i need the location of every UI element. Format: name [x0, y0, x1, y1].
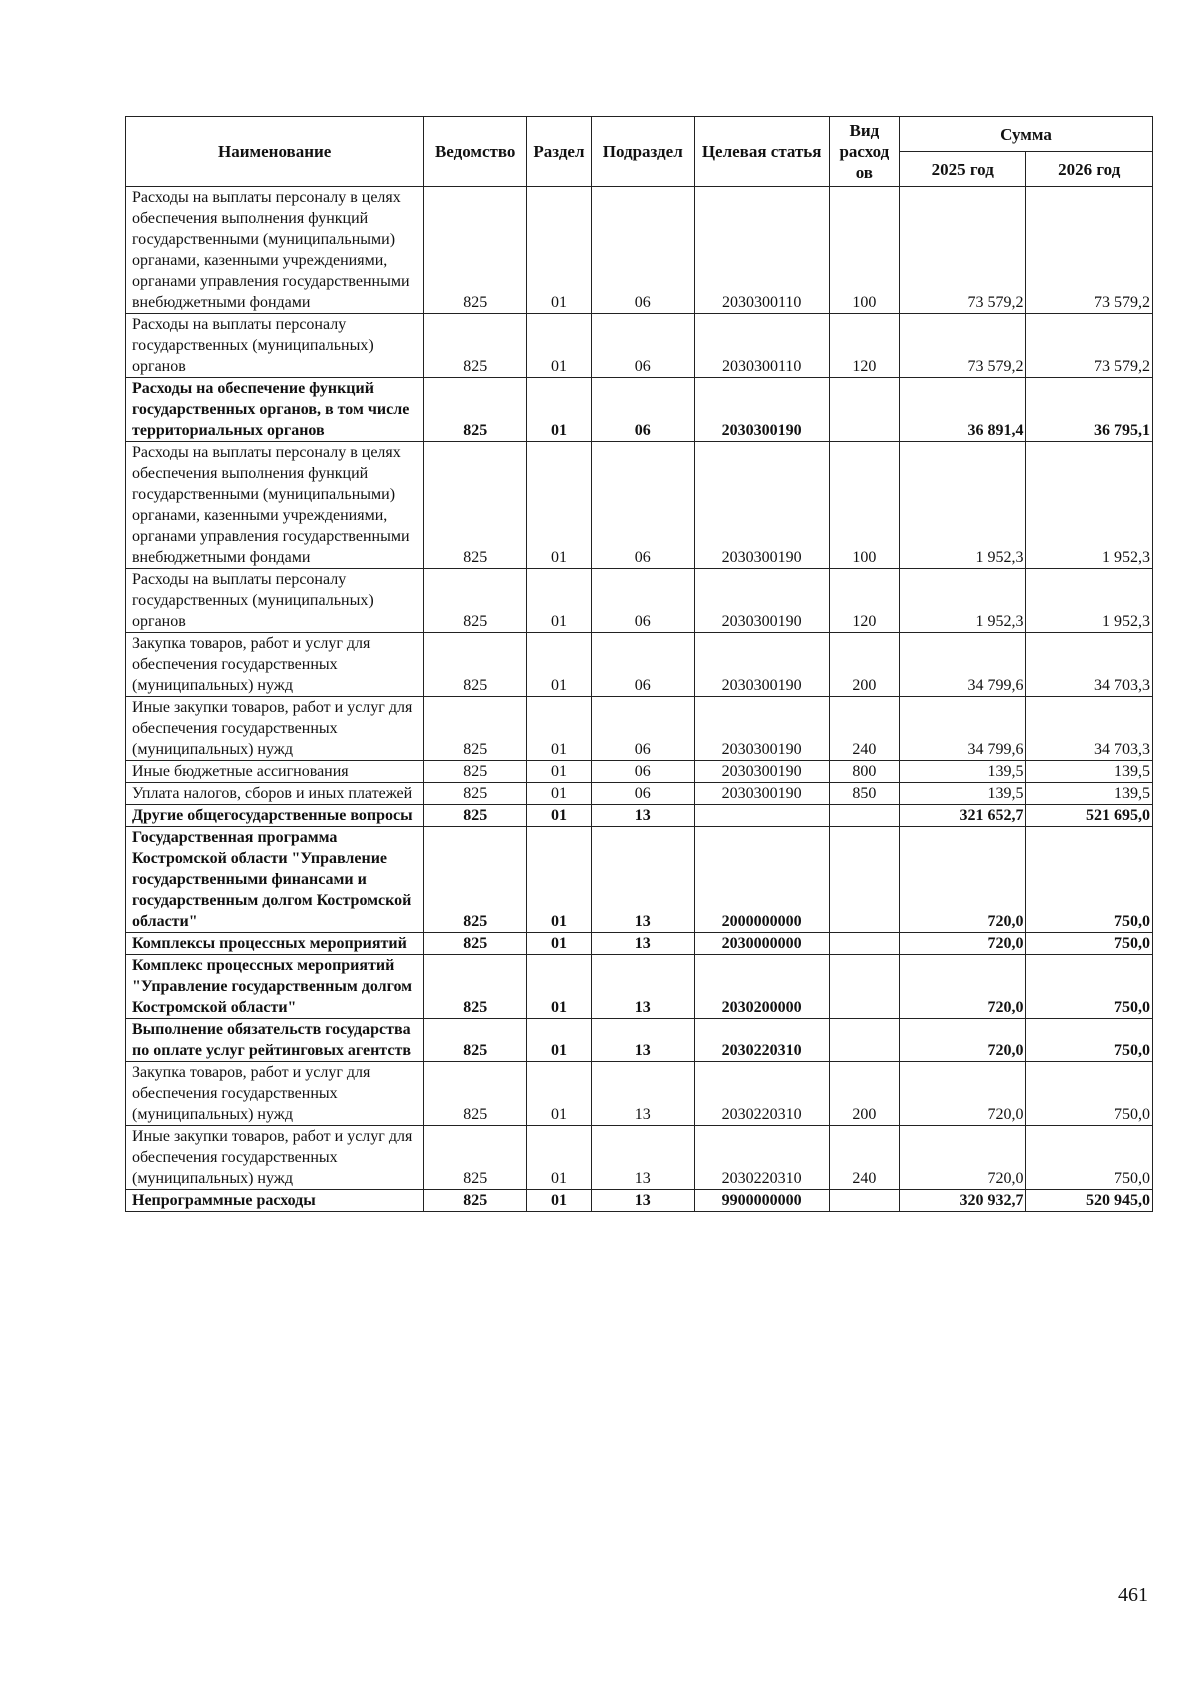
cell-kind: 100 [829, 187, 899, 314]
cell-section: 01 [527, 827, 592, 933]
cell-name: Комплекс процессных мероприятий "Управление государственным долгом Костромской области" [126, 955, 424, 1019]
cell-name: Выполнение обязательств государства по оплате услуг рейтинговых агентств [126, 1019, 424, 1062]
cell-section: 01 [527, 442, 592, 569]
cell-target: 2030300110 [694, 314, 829, 378]
cell-kind: 100 [829, 442, 899, 569]
cell-y2025: 34 799,6 [899, 633, 1025, 697]
cell-dept: 825 [424, 1019, 527, 1062]
table-row [126, 633, 1153, 697]
table-row [126, 442, 1153, 569]
cell-kind: 240 [829, 1126, 899, 1190]
cell-target: 2030300190 [694, 378, 829, 442]
cell-y2026: 750,0 [1026, 933, 1153, 955]
cell-name: Иные бюджетные ассигнования [126, 761, 424, 783]
table-header [126, 117, 1153, 187]
cell-target: 2030300190 [694, 697, 829, 761]
cell-y2026: 750,0 [1026, 827, 1153, 933]
cell-y2025: 73 579,2 [899, 187, 1025, 314]
cell-kind [829, 1190, 899, 1212]
cell-section: 01 [527, 1062, 592, 1126]
budget-table [125, 116, 1153, 1212]
header-sum: Сумма [899, 117, 1152, 152]
table-row [126, 569, 1153, 633]
cell-section: 01 [527, 783, 592, 805]
cell-dept: 825 [424, 633, 527, 697]
cell-kind [829, 827, 899, 933]
cell-subsection: 06 [591, 378, 694, 442]
cell-kind [829, 933, 899, 955]
header-kind: Вид расход ов [829, 117, 899, 187]
cell-y2025: 720,0 [899, 1126, 1025, 1190]
cell-y2026: 34 703,3 [1026, 697, 1153, 761]
cell-kind: 850 [829, 783, 899, 805]
cell-subsection: 06 [591, 761, 694, 783]
cell-dept: 825 [424, 442, 527, 569]
cell-y2025: 1 952,3 [899, 569, 1025, 633]
cell-name: Закупка товаров, работ и услуг для обеспечения государственных (муниципальных) нужд [126, 1062, 424, 1126]
cell-section: 01 [527, 697, 592, 761]
cell-y2026: 139,5 [1026, 761, 1153, 783]
cell-y2026: 520 945,0 [1026, 1190, 1153, 1212]
cell-kind [829, 805, 899, 827]
cell-dept: 825 [424, 314, 527, 378]
cell-kind [829, 1019, 899, 1062]
table-body [126, 187, 1153, 1212]
cell-y2026: 750,0 [1026, 955, 1153, 1019]
cell-dept: 825 [424, 955, 527, 1019]
cell-target [694, 805, 829, 827]
cell-target: 2030300190 [694, 442, 829, 569]
cell-y2025: 34 799,6 [899, 697, 1025, 761]
cell-y2025: 321 652,7 [899, 805, 1025, 827]
cell-dept: 825 [424, 187, 527, 314]
cell-y2026: 750,0 [1026, 1019, 1153, 1062]
cell-y2025: 720,0 [899, 827, 1025, 933]
cell-section: 01 [527, 187, 592, 314]
cell-subsection: 06 [591, 633, 694, 697]
cell-subsection: 13 [591, 933, 694, 955]
cell-subsection: 06 [591, 783, 694, 805]
cell-name: Расходы на выплаты персоналу государственных (муниципальных) органов [126, 569, 424, 633]
cell-y2025: 73 579,2 [899, 314, 1025, 378]
table-row [126, 933, 1153, 955]
cell-section: 01 [527, 1019, 592, 1062]
cell-subsection: 13 [591, 955, 694, 1019]
cell-subsection: 13 [591, 1190, 694, 1212]
page-number: 461 [1118, 1584, 1148, 1606]
cell-subsection: 06 [591, 569, 694, 633]
cell-section: 01 [527, 378, 592, 442]
cell-subsection: 13 [591, 1019, 694, 1062]
cell-dept: 825 [424, 761, 527, 783]
cell-target: 2000000000 [694, 827, 829, 933]
header-section: Раздел [527, 117, 592, 187]
cell-name: Закупка товаров, работ и услуг для обеспечения государственных (муниципальных) нужд [126, 633, 424, 697]
cell-target: 2030300110 [694, 187, 829, 314]
cell-y2025: 720,0 [899, 933, 1025, 955]
cell-y2026: 750,0 [1026, 1062, 1153, 1126]
cell-target: 2030000000 [694, 933, 829, 955]
cell-dept: 825 [424, 1062, 527, 1126]
cell-subsection: 13 [591, 827, 694, 933]
cell-y2026: 1 952,3 [1026, 569, 1153, 633]
cell-dept: 825 [424, 569, 527, 633]
cell-section: 01 [527, 805, 592, 827]
cell-y2026: 36 795,1 [1026, 378, 1153, 442]
cell-name: Расходы на выплаты персоналу в целях обеспечения выполнения функций государственными (муниципальными) органами, казенными учреждениями, органами управления государственными внебюджетными фондами [126, 442, 424, 569]
cell-dept: 825 [424, 1190, 527, 1212]
cell-name: Комплексы процессных мероприятий [126, 933, 424, 955]
cell-subsection: 06 [591, 314, 694, 378]
table-row [126, 783, 1153, 805]
cell-target: 2030300190 [694, 569, 829, 633]
cell-y2026: 750,0 [1026, 1126, 1153, 1190]
cell-y2026: 1 952,3 [1026, 442, 1153, 569]
cell-y2025: 720,0 [899, 1019, 1025, 1062]
table-row [126, 1190, 1153, 1212]
cell-name: Расходы на выплаты персоналу в целях обеспечения выполнения функций государственными (муниципальными) органами, казенными учреждениями, органами управления государственными внебюджетными фондами [126, 187, 424, 314]
table-row [126, 697, 1153, 761]
cell-y2026: 139,5 [1026, 783, 1153, 805]
cell-section: 01 [527, 569, 592, 633]
header-dept: Ведомство [424, 117, 527, 187]
cell-name: Уплата налогов, сборов и иных платежей [126, 783, 424, 805]
cell-kind: 200 [829, 1062, 899, 1126]
cell-kind: 240 [829, 697, 899, 761]
cell-section: 01 [527, 1126, 592, 1190]
cell-dept: 825 [424, 805, 527, 827]
cell-name: Иные закупки товаров, работ и услуг для обеспечения государственных (муниципальных) нужд [126, 1126, 424, 1190]
cell-target: 2030220310 [694, 1126, 829, 1190]
header-target: Целевая статья [694, 117, 829, 187]
cell-subsection: 06 [591, 187, 694, 314]
cell-y2025: 139,5 [899, 761, 1025, 783]
cell-target: 2030220310 [694, 1019, 829, 1062]
cell-target: 2030300190 [694, 783, 829, 805]
cell-name: Расходы на обеспечение функций государственных органов, в том числе территориальных органов [126, 378, 424, 442]
cell-y2025: 320 932,7 [899, 1190, 1025, 1212]
cell-y2025: 720,0 [899, 1062, 1025, 1126]
cell-dept: 825 [424, 827, 527, 933]
cell-kind [829, 955, 899, 1019]
cell-y2026: 521 695,0 [1026, 805, 1153, 827]
cell-target: 9900000000 [694, 1190, 829, 1212]
cell-name: Непрограммные расходы [126, 1190, 424, 1212]
cell-kind: 120 [829, 569, 899, 633]
table-row [126, 378, 1153, 442]
cell-subsection: 06 [591, 697, 694, 761]
cell-kind: 200 [829, 633, 899, 697]
cell-section: 01 [527, 761, 592, 783]
cell-section: 01 [527, 633, 592, 697]
cell-y2026: 73 579,2 [1026, 314, 1153, 378]
cell-dept: 825 [424, 933, 527, 955]
cell-subsection: 06 [591, 442, 694, 569]
table-row [126, 314, 1153, 378]
cell-target: 2030300190 [694, 633, 829, 697]
header-2025: 2025 год [899, 152, 1025, 187]
cell-subsection: 13 [591, 1126, 694, 1190]
cell-dept: 825 [424, 378, 527, 442]
cell-dept: 825 [424, 697, 527, 761]
table-row [126, 1062, 1153, 1126]
cell-section: 01 [527, 933, 592, 955]
cell-kind: 800 [829, 761, 899, 783]
cell-name: Расходы на выплаты персоналу государственных (муниципальных) органов [126, 314, 424, 378]
table-row [126, 187, 1153, 314]
cell-subsection: 13 [591, 1062, 694, 1126]
cell-target: 2030220310 [694, 1062, 829, 1126]
cell-target: 2030300190 [694, 761, 829, 783]
table-row [126, 827, 1153, 933]
cell-name: Иные закупки товаров, работ и услуг для обеспечения государственных (муниципальных) нужд [126, 697, 424, 761]
cell-name: Другие общегосударственные вопросы [126, 805, 424, 827]
cell-y2025: 720,0 [899, 955, 1025, 1019]
header-2026: 2026 год [1026, 152, 1153, 187]
cell-kind [829, 378, 899, 442]
cell-y2026: 73 579,2 [1026, 187, 1153, 314]
table-row [126, 805, 1153, 827]
cell-dept: 825 [424, 1126, 527, 1190]
header-subsection: Подраздел [591, 117, 694, 187]
cell-y2025: 139,5 [899, 783, 1025, 805]
cell-section: 01 [527, 314, 592, 378]
table-row [126, 1019, 1153, 1062]
cell-y2026: 34 703,3 [1026, 633, 1153, 697]
table-row [126, 1126, 1153, 1190]
table-row [126, 955, 1153, 1019]
table-row [126, 761, 1153, 783]
cell-dept: 825 [424, 783, 527, 805]
cell-subsection: 13 [591, 805, 694, 827]
cell-kind: 120 [829, 314, 899, 378]
cell-target: 2030200000 [694, 955, 829, 1019]
cell-name: Государственная программа Костромской области "Управление государственными финансами и государственным долгом Костромской области" [126, 827, 424, 933]
cell-section: 01 [527, 955, 592, 1019]
cell-section: 01 [527, 1190, 592, 1212]
cell-y2025: 36 891,4 [899, 378, 1025, 442]
header-name: Наименование [126, 117, 424, 187]
cell-y2025: 1 952,3 [899, 442, 1025, 569]
